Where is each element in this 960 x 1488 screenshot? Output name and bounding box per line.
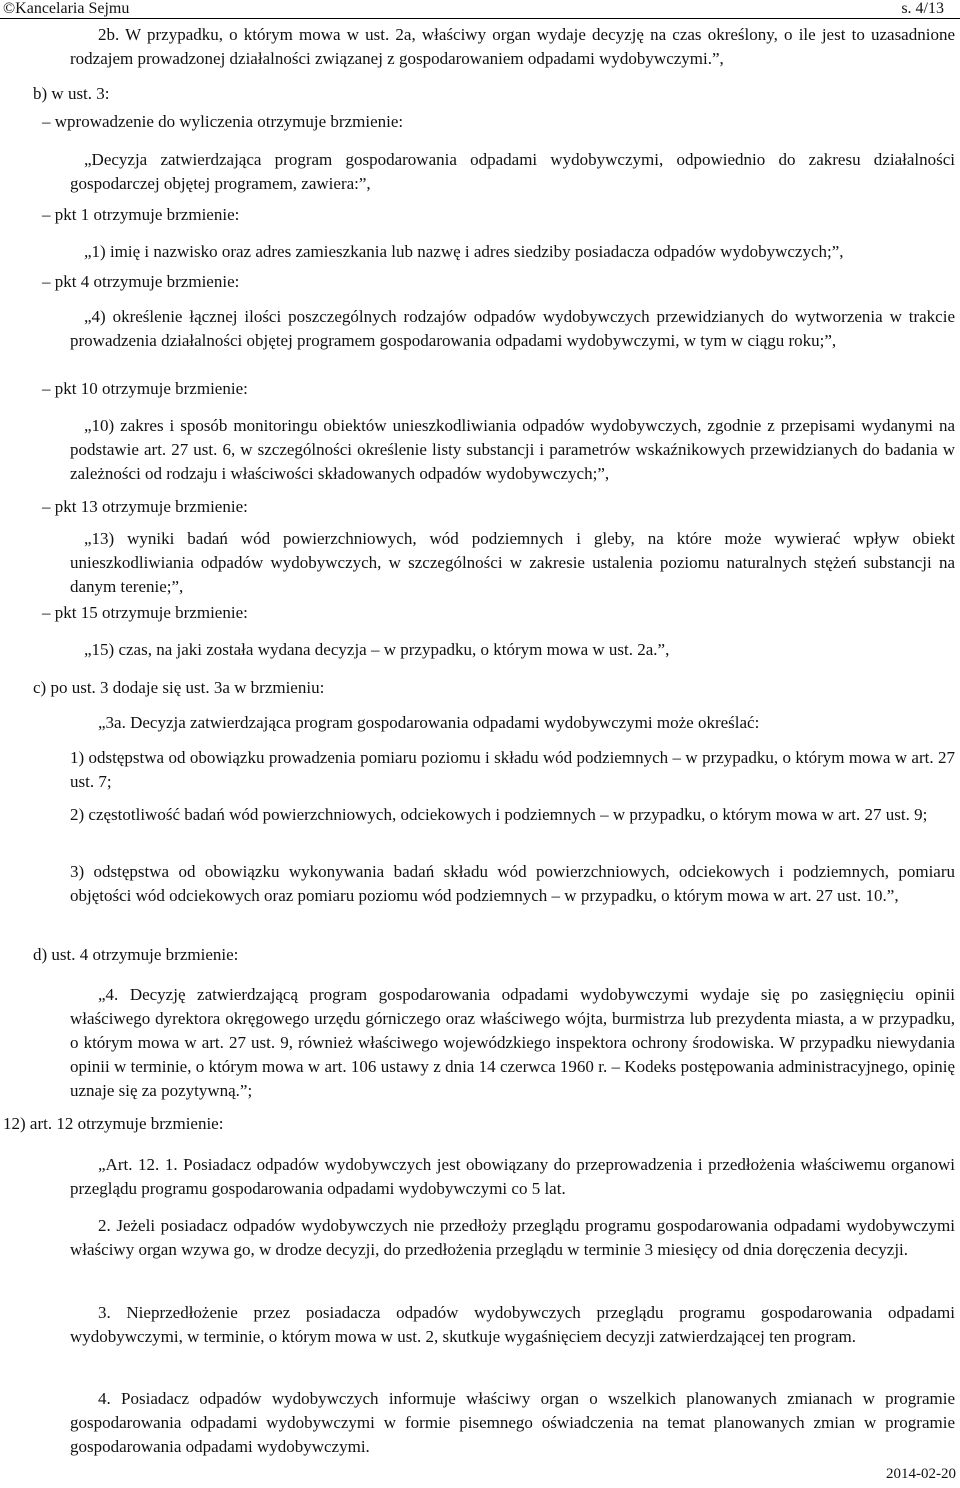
header-page-number: s. 4/13 [901, 0, 944, 17]
art12-ust4: 4. Posiadacz odpadów wydobywczych informuje właściwy organ o wszelkich planowanych zmianach w programie gospodarowania odpadami wydobywczymi w formie pisemnego oświadczenia na temat planowanych zmian w programie gospodarowania odpadami wydobywczymi. [70, 1389, 955, 1456]
dash-pkt1-heading: – pkt 1 otrzymuje brzmienie: [42, 205, 240, 224]
header-source: ©Kancelaria Sejmu [3, 0, 130, 17]
point-d-heading: d) ust. 4 otrzymuje brzmienie: [33, 945, 239, 964]
dash-pkt15-heading: – pkt 15 otrzymuje brzmienie: [42, 603, 248, 622]
art12-ust1: „Art. 12. 1. Posiadacz odpadów wydobywczych jest obowiązany do przeprowadzenia i przedłożenia właściwemu organowi przeglądu programu gospodarowania odpadami wydobywczymi co 5 lat. [70, 1155, 955, 1198]
quote-pkt15: „15) czas, na jaki została wydana decyzja – w przypadku, o którym mowa w ust. 2a.”, [84, 640, 670, 659]
art12-ust2: 2. Jeżeli posiadacz odpadów wydobywczych nie przedłoży przeglądu programu gospodarowania odpadami wydobywczymi właściwy organ wzywa go, w drodze decyzji, do przedłożenia przeglądu w terminie 3 miesięcy od dnia doręczenia decyzji. [70, 1216, 955, 1259]
dash-pkt13-heading: – pkt 13 otrzymuje brzmienie: [42, 497, 248, 516]
quote-pkt4: „4) określenie łącznej ilości poszczególnych rodzajów odpadów wydobywczych przewidzianych do wytworzenia w trakcie prowadzenia działalności objętej programem gospodarowania odpadami wydobywczymi, w tym w ciągu roku;”, [70, 307, 955, 350]
dash-intro-heading: – wprowadzenie do wyliczenia otrzymuje brzmienie: [42, 112, 404, 131]
point-b-heading: b) w ust. 3: [33, 84, 110, 103]
quote-pkt13: „13) wyniki badań wód powierzchniowych, wód podziemnych i gleby, na które może wywierać wpływ obiekt unieszkodliwiania odpadów wydobywczych, w szczególności w zakresie ustalenia poziomu naturalnych stężeń substancji na danym terenie;”, [70, 529, 955, 596]
dash-pkt10-heading: – pkt 10 otrzymuje brzmienie: [42, 379, 248, 398]
quote-3a-item-3: 3) odstępstwa od obowiązku wykonywania badań składu wód powierzchniowych, odciekowych i podziemnych, pomiaru objętości wód odciekowych oraz pomiaru poziomu wód podziemnych – w przypadku, o którym mowa w art. 27 ust. 10.”, [70, 862, 955, 905]
quote-ust4: „4. Decyzję zatwierdzającą program gospodarowania odpadami wydobywczymi wydaje się po zasięgnięciu opinii właściwego dyrektora okręgowego urzędu górniczego oraz właściwego wójta, burmistrza lub prezydenta miasta, a w przypadku, o którym mowa w art. 27 ust. 9, również właściwego wojewódzkiego inspektora ochrony środowiska. W przypadku niewydania opinii w terminie, o którym mowa w art. 106 ustawy z dnia 14 czerwca 1960 r. – Kodeks postępowania administracyjnego, opinię uznaje się za pozytywną.”; [70, 985, 955, 1100]
footer-date: 2014-02-20 [886, 1466, 956, 1482]
quote-3a-item-2: 2) częstotliwość badań wód powierzchniowych, odciekowych i podziemnych – w przypadku, o którym mowa w art. 27 ust. 9; [70, 805, 928, 824]
paragraph-2b: 2b. W przypadku, o którym mowa w ust. 2a, właściwy organ wydaje decyzję na czas określony, o ile jest to uzasadnione rodzajem prowadzonej działalności związanej z gospodarowaniem odpadami wydobywczymi.”, [70, 25, 955, 68]
quote-pkt10: „10) zakres i sposób monitoringu obiektów unieszkodliwiania odpadów wydobywczych, zgodnie z przepisami wydanymi na podstawie art. 27 ust. 6, w szczególności określenie listy substancji i parametrów wskaźnikowych przewidzianych do badania w zależności od rodzaju i właściwości składowanych odpadów wydobywczych;”, [70, 416, 955, 483]
point-c-heading: c) po ust. 3 dodaje się ust. 3a w brzmieniu: [33, 678, 325, 697]
dash-pkt4-heading: – pkt 4 otrzymuje brzmienie: [42, 272, 240, 291]
quote-pkt1: „1) imię i nazwisko oraz adres zamieszkania lub nazwę i adres siedziby posiadacza odpadów wydobywczych;”, [84, 242, 844, 261]
point-12-heading: 12) art. 12 otrzymuje brzmienie: [3, 1114, 224, 1133]
art12-ust3: 3. Nieprzedłożenie przez posiadacza odpadów wydobywczych przeglądu programu gospodarowania odpadami wydobywczymi, w terminie, o którym mowa w ust. 2, skutkuje wygaśnięciem decyzji zatwierdzającej ten program. [70, 1303, 955, 1346]
page-header [0, 0, 960, 19]
quote-3a-item-1: 1) odstępstwa od obowiązku prowadzenia pomiaru poziomu i składu wód podziemnych – w przypadku, o którym mowa w art. 27 ust. 7; [70, 748, 955, 791]
quote-intro: „Decyzja zatwierdzająca program gospodarowania odpadami wydobywczymi, odpowiednio do zakresu działalności gospodarczej objętej programem, zawiera:”, [70, 150, 955, 193]
quote-3a-intro: „3a. Decyzja zatwierdzająca program gospodarowania odpadami wydobywczymi może określać: [98, 713, 760, 732]
